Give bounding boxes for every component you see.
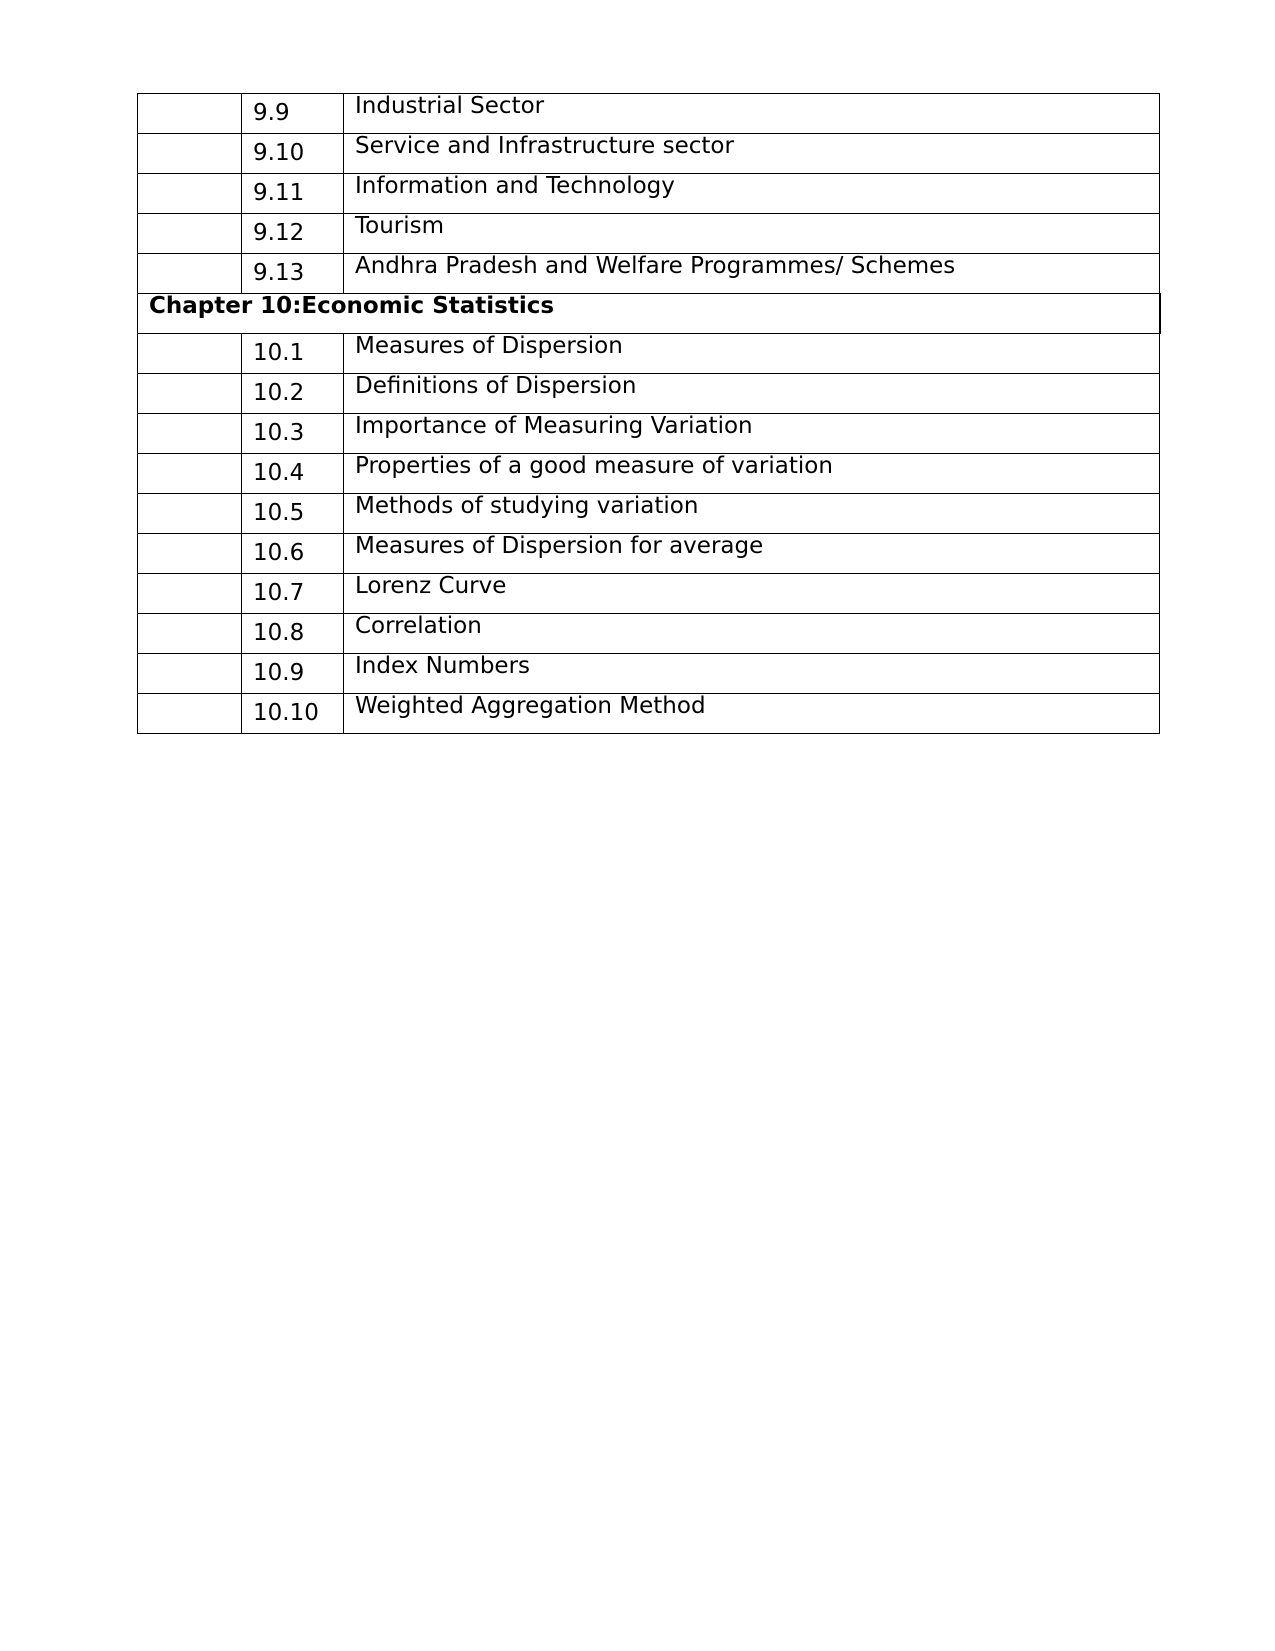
section-number: 10.3 bbox=[242, 414, 344, 454]
blank-cell bbox=[138, 614, 242, 654]
table-row bbox=[138, 694, 1160, 734]
table-row bbox=[138, 374, 1160, 414]
section-number: 9.13 bbox=[242, 254, 344, 294]
section-number: 10.9 bbox=[242, 654, 344, 694]
blank-cell bbox=[138, 374, 242, 414]
section-number: 10.6 bbox=[242, 534, 344, 574]
section-topic: Information and Technology bbox=[344, 174, 1160, 214]
section-number: 9.12 bbox=[242, 214, 344, 254]
section-topic: Andhra Pradesh and Welfare Programmes/ Schemes bbox=[344, 254, 1160, 294]
section-topic: Tourism bbox=[344, 214, 1160, 254]
section-topic: Measures of Dispersion for average bbox=[344, 534, 1160, 574]
table-row bbox=[138, 574, 1160, 614]
section-topic: Weighted Aggregation Method bbox=[344, 694, 1160, 734]
table-row bbox=[138, 614, 1160, 654]
section-number: 10.8 bbox=[242, 614, 344, 654]
section-number: 10.10 bbox=[242, 694, 344, 734]
blank-cell bbox=[138, 694, 242, 734]
blank-cell bbox=[138, 134, 242, 174]
blank-cell bbox=[138, 534, 242, 574]
chapter-heading-row bbox=[138, 294, 1160, 334]
section-number: 9.10 bbox=[242, 134, 344, 174]
table-row bbox=[138, 654, 1160, 694]
table-row bbox=[138, 94, 1160, 134]
table-row bbox=[138, 494, 1160, 534]
section-topic: Correlation bbox=[344, 614, 1160, 654]
table-row bbox=[138, 254, 1160, 294]
syllabus-table bbox=[137, 93, 1161, 734]
section-number: 10.1 bbox=[242, 334, 344, 374]
chapter-heading: Chapter 10:Economic Statistics bbox=[138, 294, 1160, 334]
section-number: 10.5 bbox=[242, 494, 344, 534]
table-row bbox=[138, 174, 1160, 214]
table-row bbox=[138, 454, 1160, 494]
blank-cell bbox=[138, 334, 242, 374]
blank-cell bbox=[138, 494, 242, 534]
blank-cell bbox=[138, 254, 242, 294]
section-number: 10.2 bbox=[242, 374, 344, 414]
table-row bbox=[138, 414, 1160, 454]
section-topic: Industrial Sector bbox=[344, 94, 1160, 134]
section-topic: Index Numbers bbox=[344, 654, 1160, 694]
section-topic: Methods of studying variation bbox=[344, 494, 1160, 534]
blank-cell bbox=[138, 574, 242, 614]
section-number: 9.9 bbox=[242, 94, 344, 134]
section-topic: Properties of a good measure of variation bbox=[344, 454, 1160, 494]
blank-cell bbox=[138, 94, 242, 134]
blank-cell bbox=[138, 214, 242, 254]
blank-cell bbox=[138, 174, 242, 214]
section-topic: Measures of Dispersion bbox=[344, 334, 1160, 374]
blank-cell bbox=[138, 654, 242, 694]
table-row bbox=[138, 534, 1160, 574]
blank-cell bbox=[138, 414, 242, 454]
section-number: 9.11 bbox=[242, 174, 344, 214]
table-row bbox=[138, 214, 1160, 254]
table-row bbox=[138, 134, 1160, 174]
section-topic: Service and Infrastructure sector bbox=[344, 134, 1160, 174]
section-topic: Importance of Measuring Variation bbox=[344, 414, 1160, 454]
table-row bbox=[138, 334, 1160, 374]
blank-cell bbox=[138, 454, 242, 494]
section-number: 10.4 bbox=[242, 454, 344, 494]
section-topic: Lorenz Curve bbox=[344, 574, 1160, 614]
section-topic: Definitions of Dispersion bbox=[344, 374, 1160, 414]
section-number: 10.7 bbox=[242, 574, 344, 614]
